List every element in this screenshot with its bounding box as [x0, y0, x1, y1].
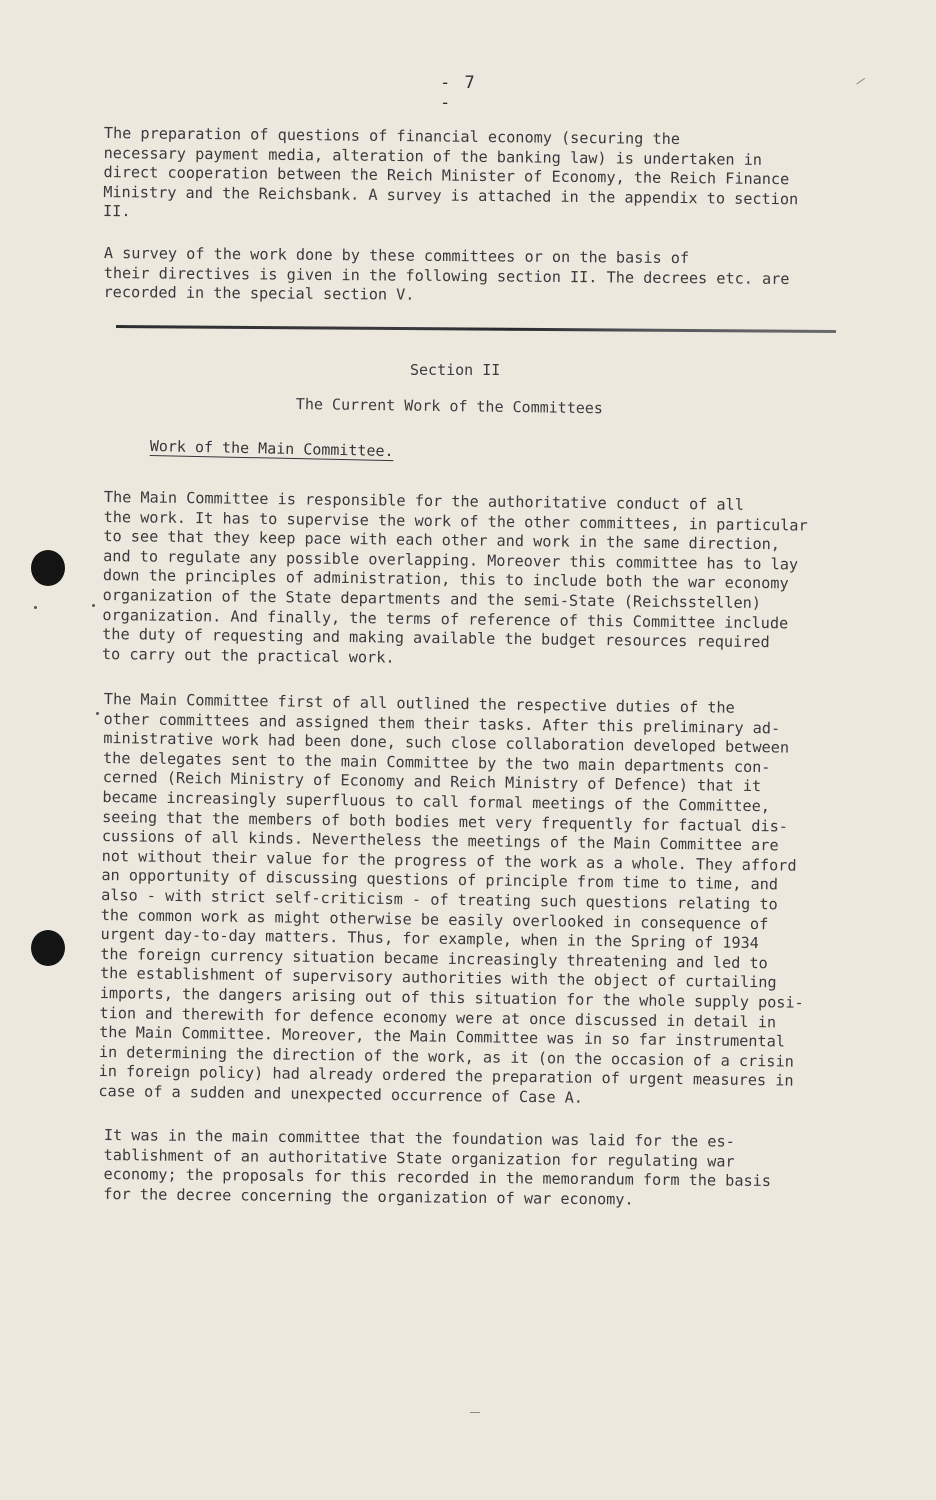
paragraph-main-committee-work: The Main Committee first of all outlined the respective duties of the other committees and assigned them their tasks. After this preliminary ad- ministrative work had been done, such close collaboration developed between the delegates sent to the main Committee by the two main departments con- cerned (Reich Ministry of Economy and Reich Ministry of Defence) that it became increasingly superfluous to call formal meetings of the Committee, seeing that the members of both bodies met very frequently for factual dis- cussions of all kinds. Nevertheless the meetings of the Main Committee are not without their value for the progress of the work as a whole. They afford an opportunity of discussing questions of principle from time to time, and also - with strict self-criticism - of treating such questions relating to the common work as might otherwise be easily overlooked in consequence of urgent day-to-day matters. Thus, for example, when in the Spring of 1934 the foreign currency situation became increasingly threatening and led to the establishment of supervisory authorities with the object of curtailing imports, the dangers arising out of this situation for the whole supply posi- tion and therewith for defence economy were at once discussed in detail in the Main Committee. Moreover, the Main Committee was in so far instrumental in determining the direction of the work, as it (on the occasion of a crisin in foreign policy) had already ordered the preparation of urgent measures in case of a sudden and unexpected occurrence of Case A. — [98, 690, 804, 1107]
paragraph-survey: A survey of the work done by these committees or on the basis of their directives is given in the following section II. The decrees etc. are recorded in the special section V. — [103, 244, 790, 304]
paragraph-foundation: It was in the main committee that the foundation was laid for the es- tablishment of an authoritative State organization for regulating war economy; the proposals for this recorded in the memorandum form the basis for the decree concerning the organization of war economy. — [103, 1126, 772, 1209]
paper-speck — [92, 604, 95, 607]
section-subtitle: The Current Work of the Committees — [295, 395, 604, 418]
subheading-main-committee: Work of the Main Committee. — [149, 437, 394, 461]
paragraph-main-committee-role: The Main Committee is responsible for the authoritative conduct of all the work. It has to supervise the work of the other committees, in particular to see that they keep pace with each other and work in the same direction, and to regulate any possible overlapping. Moreover this committee has to lay down the principles of administration, this to include both the war economy organization of the State departments and the semi-State (Reichsstellen) organization. And finally, the terms of reference of this Committee include the duty of requesting and making available the budget resources required to carry out the practical work. — [101, 488, 808, 667]
paper-speck — [96, 712, 99, 715]
paragraph-financial-economy: The preparation of questions of financial economy (securing the necessary payment media, alteration of the banking law) is undertaken in direct cooperation between the Reich Minister of Economy, the Reich Finance Ministry and the Reichsbank. A survey is attached in the appendix to section II. — [102, 124, 799, 221]
punch-hole-bottom — [31, 930, 65, 966]
corner-pencil-mark — [856, 78, 869, 91]
punch-hole-top — [31, 550, 65, 586]
paper-speck — [34, 606, 37, 609]
section-title: Section II — [410, 361, 501, 379]
section-divider — [116, 325, 836, 333]
page-number: - 7 - — [440, 73, 477, 113]
bottom-pencil-mark — [470, 1412, 480, 1413]
